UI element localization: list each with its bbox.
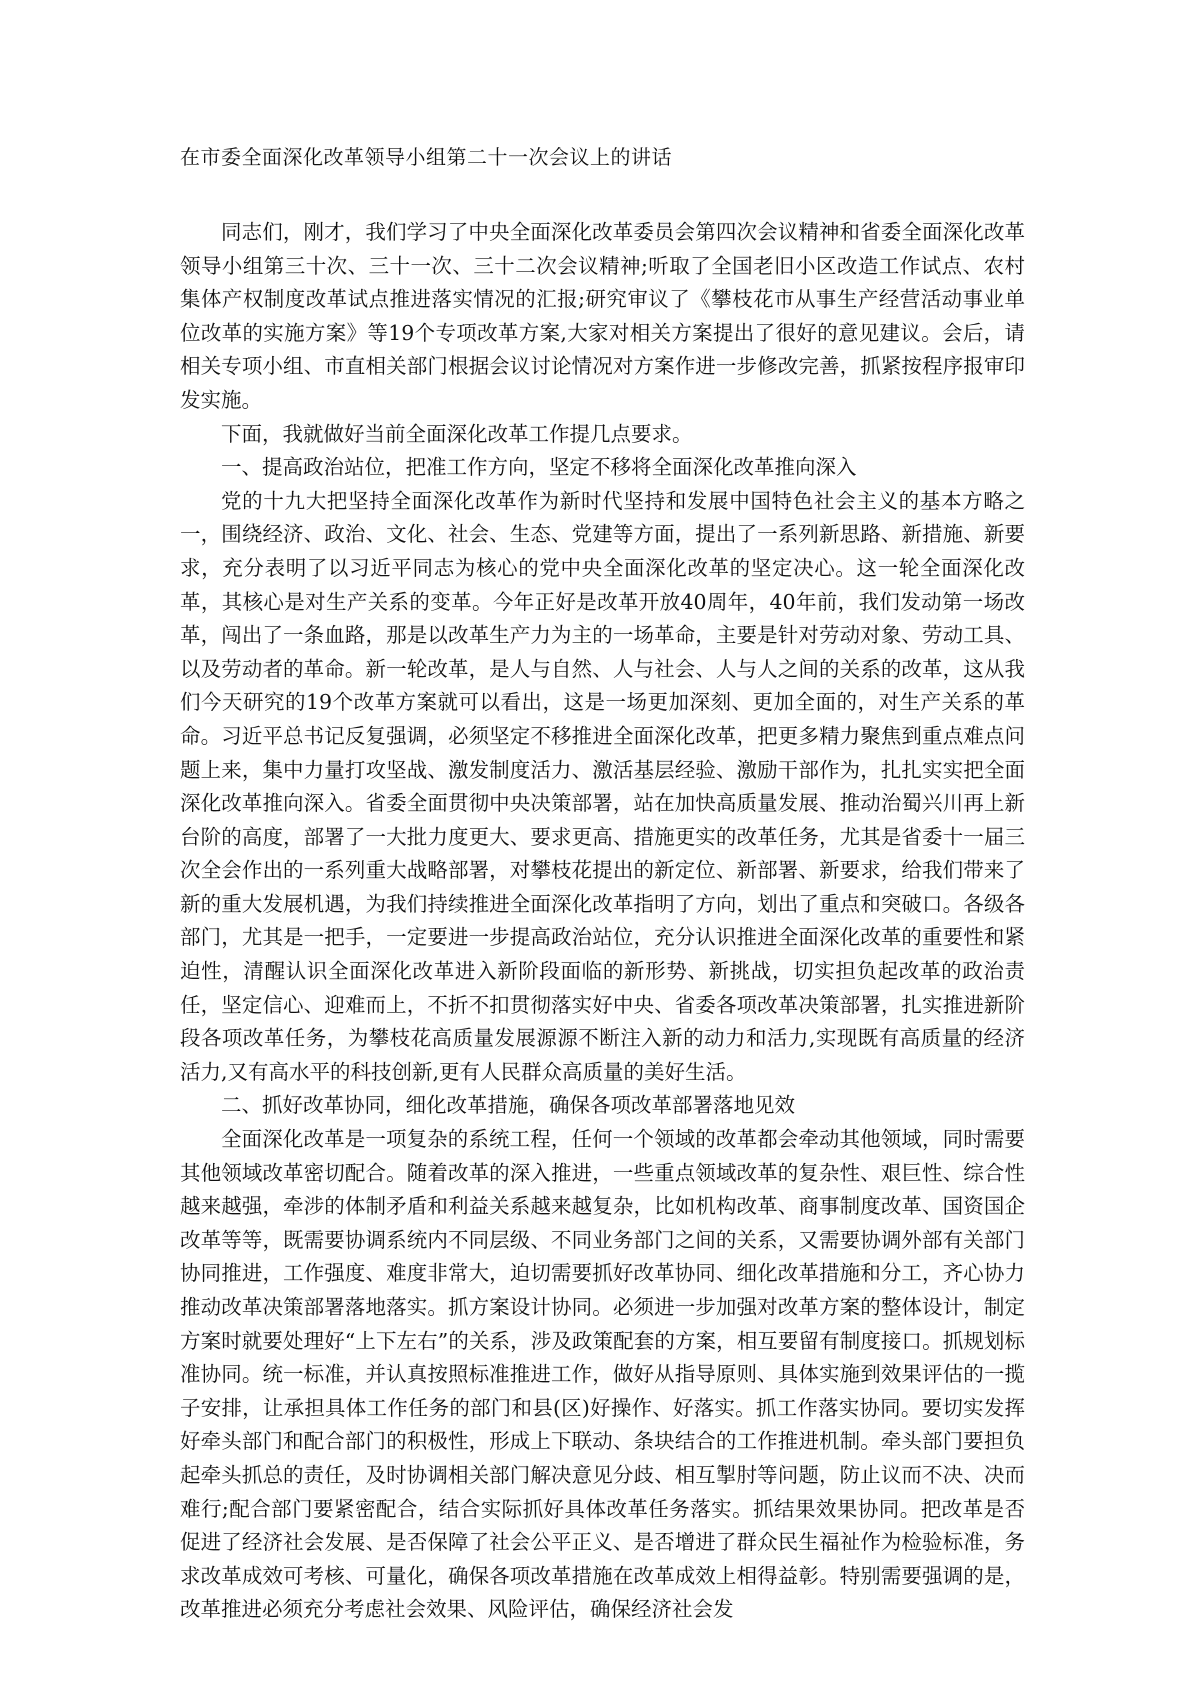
paragraph-section-2: 全面深化改革是一项复杂的系统工程，任何一个领域的改革都会牵动其他领域，同时需要其他领域改革密切配合。随着改革的深入推进，一些重点领域改革的复杂性、艰巨性、综合性越来越强，牵涉的体制矛盾和利益关系越来越复杂，比如机构改革、商事制度改革、国资国企改革等等，既需要协调系统内不同层级、不同业务部门之间的关系，又需要协调外部有关部门协同推进，工作强度、难度非常大，迫切需要抓好改革协同、细化改革措施和分工，齐心协力推动改革决策部署落地落实。抓方案设计协同。必须进一步加强对改革方案的整体设计，制定方案时就要处理好“上下左右”的关系，涉及政策配套的方案，相互要留有制度接口。抓规划标准协同。统一标准，并认真按照标准推进工作，做好从指导原则、具体实施到效果评估的一揽子安排，让承担具体工作任务的部门和县(区)好操作、好落实。抓工作落实协同。要切实发挥好牵头部门和配合部门的积极性，形成上下联动、条块结合的工作推进机制。牵头部门要担负起牵头抓总的责任，及时协调相关部门解决意见分歧、相互掣肘等问题，防止议而不决、决而难行;配合部门要紧密配合，结合实际抓好具体改革任务落实。抓结果效果协同。把改革是否促进了经济社会发展、是否保障了社会公平正义、是否增进了群众民生福祉作为检验标准，务求改革成效可考核、可量化，确保各项改革措施在改革成效上相得益彰。特别需要强调的是，改革推进必须充分考虑社会效果、风险评估，确保经济社会发 <box>180 1127 1025 1622</box>
paragraph-section-1: 党的十九大把坚持全面深化改革作为新时代坚持和发展中国特色社会主义的基本方略之一，围绕经济、政治、文化、社会、生态、党建等方面，提出了一系列新思路、新措施、新要求，充分表明了以习近平同志为核心的党中央全面深化改革的坚定决心。这一轮全面深化改革，其核心是对生产关系的变革。今年正好是改革开放40周年，40年前，我们发动第一场改革，闯出了一条血路，那是以改革生产力为主的一场革命，主要是针对劳动对象、劳动工具、以及劳动者的革命。新一轮改革，是人与自然、人与社会、人与人之间的关系的改革，这从我们今天研究的19个改革方案就可以看出，这是一场更加深刻、更加全面的，对生产关系的革命。习近平总书记反复强调，必须坚定不移推进全面深化改革，把更多精力聚焦到重点难点问题上来，集中力量打攻坚战、激发制度活力、激活基层经验、激励干部作为，扎扎实实把全面深化改革推向深入。省委全面贯彻中央决策部署，站在加快高质量发展、推动治蜀兴川再上新台阶的高度，部署了一大批力度更大、要求更高、措施更实的改革任务，尤其是省委十一届三次全会作出的一系列重大战略部署，对攀枝花提出的新定位、新部署、新要求，给我们带来了新的重大发展机遇，为我们持续推进全面深化改革指明了方向，划出了重点和突破口。各级各部门，尤其是一把手，一定要进一步提高政治站位，充分认识推进全面深化改革的重要性和紧迫性，清醒认识全面深化改革进入新阶段面临的新形势、新挑战，切实担负起改革的政治责任，坚定信心、迎难而上，不折不扣贯彻落实好中央、省委各项改革决策部署，扎实推进新阶段各项改革任务，为攀枝花高质量发展源源不断注入新的动力和活力,实现既有高质量的经济活力,又有高水平的科技创新,更有人民群众高质量的美好生活。 <box>180 488 1025 1084</box>
paragraph-opening: 同志们，刚才，我们学习了中央全面深化改革委员会第四次会议精神和省委全面深化改革领导小组第三十次、三十一次、三十二次会议精神;听取了全国老旧小区改造工作试点、农村集体产权制度改革试点推进落实情况的汇报;研究审议了《攀枝花市从事生产经营活动事业单位改革的实施方案》等19个专项改革方案,大家对相关方案提出了很好的意见建议。会后，请相关专项小组、市直相关部门根据会议讨论情况对方案作进一步修改完善，抓紧按程序报审印发实施。 <box>180 220 1025 412</box>
section-heading-1: 一、提高政治站位，把准工作方向，坚定不移将全面深化改革推向深入 <box>221 455 857 480</box>
document-page <box>180 140 1025 1627</box>
document-body <box>180 216 1025 1627</box>
paragraph-intro-requirements: 下面，我就做好当前全面深化改革工作提几点要求。 <box>221 421 693 446</box>
document-title: 在市委全面深化改革领导小组第二十一次会议上的讲话 <box>180 145 672 169</box>
section-heading-2: 二、抓好改革协同，细化改革措施，确保各项改革部署落地见效 <box>221 1093 795 1118</box>
